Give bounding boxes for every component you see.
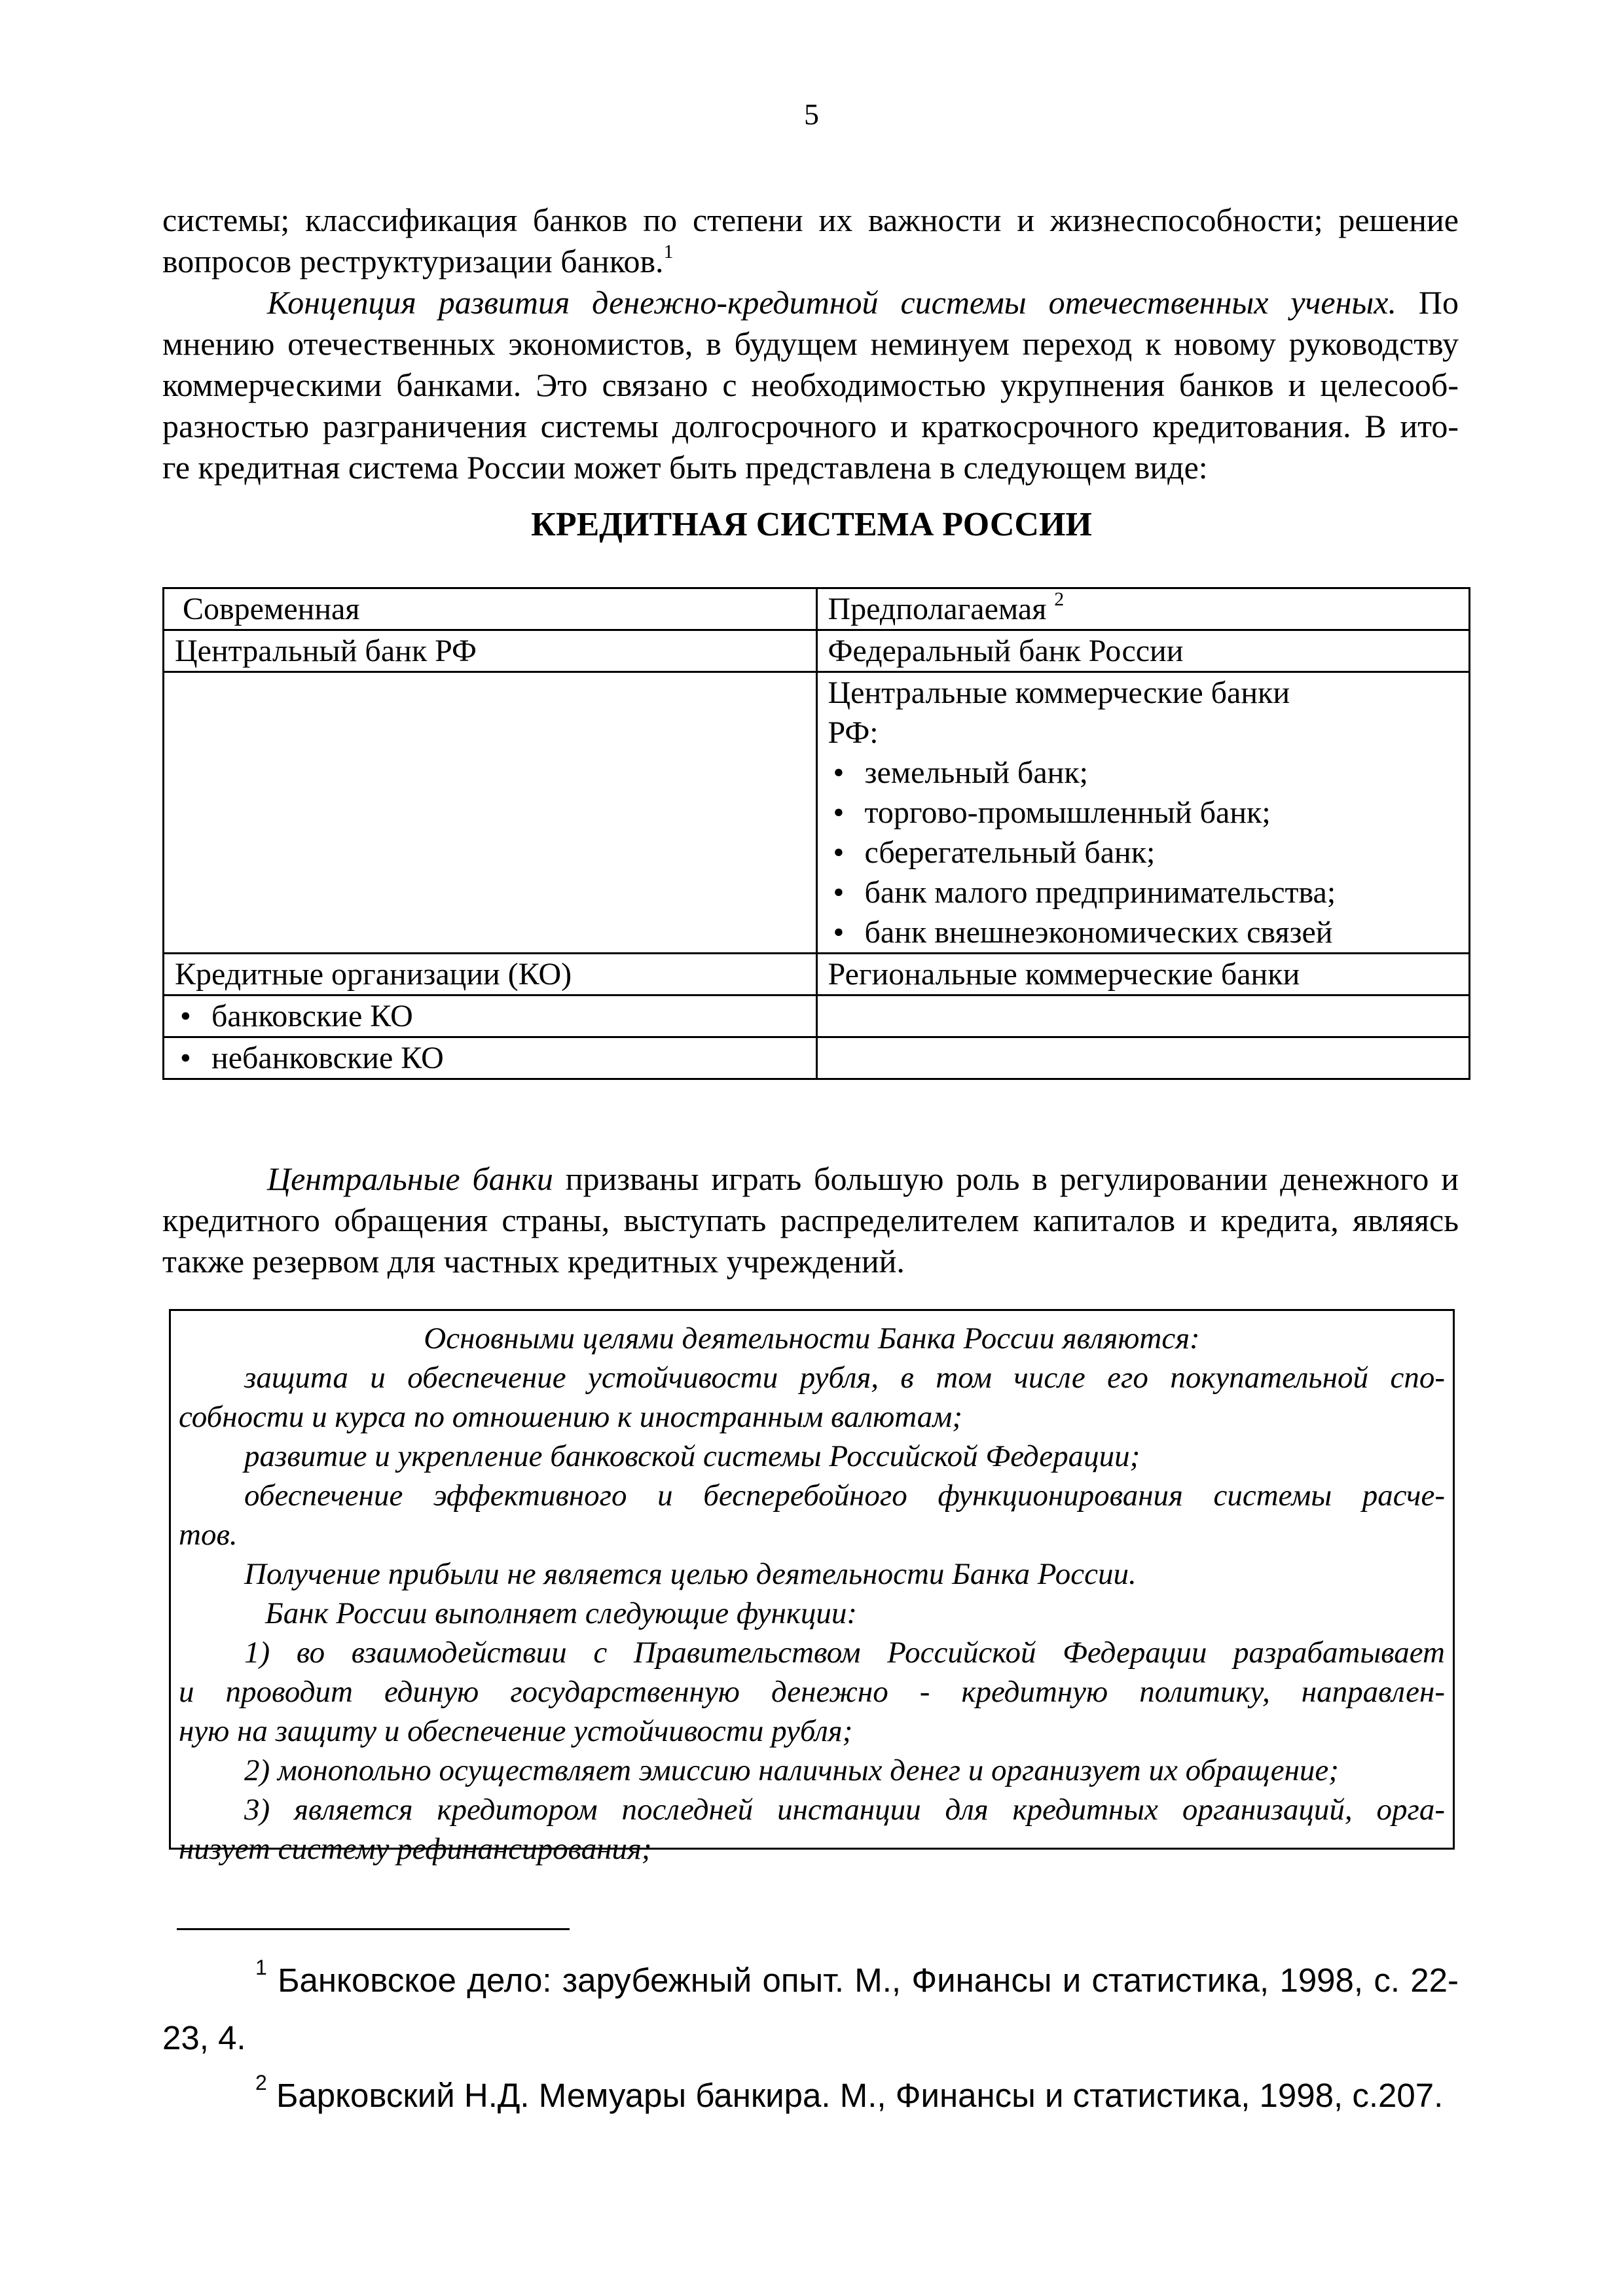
footnote-1-mark: 1 bbox=[255, 1956, 267, 1979]
central-banks-line-1 bbox=[162, 1158, 1459, 1200]
table-title: КРЕДИТНАЯ СИСТЕМА РОССИИ bbox=[531, 506, 1092, 543]
table-cell: Центральный банк РФ bbox=[164, 630, 817, 672]
table-cell-empty bbox=[164, 672, 817, 954]
central-commercial-banks-title-1: Центральные коммерческие банки bbox=[828, 675, 1290, 710]
footnote-2 bbox=[162, 2067, 1459, 2125]
page-number: 5 bbox=[804, 98, 819, 131]
central-commercial-banks-title-2: РФ: bbox=[828, 715, 879, 750]
concept-lead-tail: По bbox=[1396, 284, 1459, 321]
goals-line: 1) во взаимодействии с Правительством Российской Федерации разрабатывает bbox=[244, 1636, 1445, 1670]
goals-line: 2) монопольно осуществляет эмиссию наличных денег и организует их обращение; bbox=[244, 1753, 1339, 1787]
footnote-ref-1: 1 bbox=[663, 241, 674, 263]
goals-line: низует систему рефинансирования; bbox=[179, 1832, 652, 1866]
ko-list bbox=[175, 1038, 805, 1078]
table-cell bbox=[164, 1037, 817, 1079]
intro-line-2-text: вопросов реструктуризации банков. bbox=[162, 243, 664, 279]
goals-line: защита и обеспечение устойчивости рубля, в том числе его покупательной спо- bbox=[244, 1361, 1445, 1395]
ko-list bbox=[175, 996, 805, 1036]
concept-paragraph bbox=[162, 282, 1459, 488]
table-row bbox=[164, 588, 1470, 630]
central-banks-line-3: также резервом для частных кредитных учреждений. bbox=[162, 1243, 905, 1280]
table-header-proposed bbox=[816, 588, 1470, 630]
footnote-2-mark: 2 bbox=[255, 2071, 267, 2094]
concept-line-2: мнению отечественных экономистов, в будущем неминуем переход к новому руководству bbox=[162, 325, 1459, 362]
list-item: • сберегательный банк; bbox=[828, 833, 1459, 872]
concept-line-5: ге кредитная система России может быть представлена в следующем виде: bbox=[162, 449, 1208, 486]
intro-line-2 bbox=[162, 241, 1459, 282]
table-header-current bbox=[164, 588, 817, 630]
intro-line-1: системы; классификация банков по степени их важности и жизнеспособности; решение bbox=[162, 202, 1459, 238]
table-row bbox=[164, 954, 1470, 996]
table-cell: Региональные коммерческие банки bbox=[816, 954, 1470, 996]
goals-line: ную на защиту и обеспечение устойчивости рубля; bbox=[179, 1714, 853, 1748]
footnote-1-line-1 bbox=[162, 1952, 1459, 2009]
list-item: • небанковские КО bbox=[175, 1038, 805, 1078]
central-banks-line-2: кредитного обращения страны, выступать распределителем капиталов и кредита, являясь bbox=[162, 1202, 1459, 1238]
goals-line: Банк России выполняет следующие функции: bbox=[265, 1596, 857, 1630]
credit-system-table bbox=[162, 587, 1470, 1080]
goals-line: Получение прибыли не является целью деятельности Банка России. bbox=[244, 1557, 1137, 1591]
concept-line-3: коммерческими банками. Это связано с необходимостью укрупнения банков и целесооб- bbox=[162, 367, 1459, 403]
table-row bbox=[164, 1037, 1470, 1079]
list-item: • земельный банк; bbox=[828, 753, 1459, 793]
table-row bbox=[164, 996, 1470, 1037]
goals-line: развитие и укрепление банковской системы Российской Федерации; bbox=[244, 1439, 1140, 1473]
footnote-2-text: Барковский Н.Д. Мемуары банкира. М., Финансы и статистика, 1998, с.207. bbox=[266, 2077, 1444, 2114]
table-cell-central-commercial-banks bbox=[816, 672, 1470, 954]
central-banks-line-1-tail: призваны играть большую роль в регулировании денежного и bbox=[553, 1160, 1459, 1197]
table-header-proposed-text: Предполагаемая bbox=[828, 592, 1055, 626]
goals-line: 3) является кредитором последней инстанции для кредитных организаций, орга- bbox=[244, 1793, 1445, 1827]
concept-italic-lead: Концепция развития денежно-кредитной системы отечественных ученых. bbox=[267, 284, 1396, 321]
table-header-current-text: Современная bbox=[183, 592, 360, 626]
table-cell bbox=[164, 996, 817, 1037]
list-item: • банк малого предпринимательства; bbox=[828, 872, 1459, 912]
table-row bbox=[164, 630, 1470, 672]
list-item: • банк внешнеэкономических связей bbox=[828, 912, 1459, 952]
table-cell-empty bbox=[816, 1037, 1470, 1079]
bank-of-russia-goals-box bbox=[169, 1309, 1455, 1866]
list-item: • торгово-промышленный банк; bbox=[828, 793, 1459, 833]
footnote-1-line-2: 23, 4. bbox=[162, 2019, 246, 2056]
central-banks-italic-lead: Центральные банки bbox=[267, 1160, 553, 1197]
central-banks-paragraph bbox=[162, 1158, 1459, 1282]
table-cell: Федеральный банк России bbox=[816, 630, 1470, 672]
footnote-ref-2: 2 bbox=[1054, 588, 1065, 610]
table-cell-empty bbox=[816, 996, 1470, 1037]
table-cell: Кредитные организации (КО) bbox=[164, 954, 817, 996]
goals-line: и проводит единую государственную денежно - кредитную политику, направлен- bbox=[179, 1675, 1445, 1709]
central-commercial-banks-list bbox=[828, 753, 1459, 952]
list-item: • банковские КО bbox=[175, 996, 805, 1036]
footnotes bbox=[162, 1952, 1459, 2125]
footnote-separator bbox=[177, 1928, 570, 1930]
goals-heading: Основными целями деятельности Банка России являются: bbox=[424, 1321, 1200, 1355]
table-row bbox=[164, 672, 1470, 954]
goals-line: собности и курса по отношению к иностранным валютам; bbox=[179, 1400, 962, 1434]
concept-line-1 bbox=[162, 282, 1459, 323]
concept-line-4: разностью разграничения системы долгосрочного и краткосрочного кредитования. В ито- bbox=[162, 408, 1459, 444]
footnote-1-text: Банковское дело: зарубежный опыт. М., Финансы и статистика, 1998, с. 22- bbox=[266, 1962, 1459, 1999]
goals-line: тов. bbox=[179, 1518, 238, 1552]
intro-paragraph bbox=[162, 200, 1459, 282]
goals-line: обеспечение эффективного и бесперебойного функционирования системы расче- bbox=[244, 1479, 1445, 1513]
